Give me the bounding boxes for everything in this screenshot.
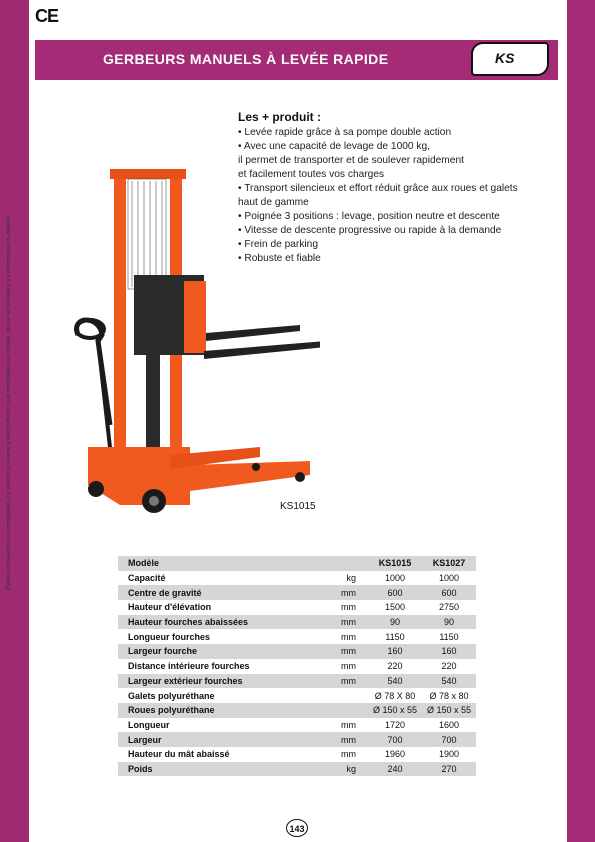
page-title: GERBEURS MANUELS À LEVÉE RAPIDE xyxy=(103,51,389,67)
table-row xyxy=(118,585,476,600)
row-unit: mm xyxy=(341,675,356,686)
row-label: Roues polyuréthane xyxy=(128,705,215,716)
row-label: Centre de gravité xyxy=(128,587,202,598)
features-heading: Les + produit : xyxy=(238,110,322,124)
header-cell: Modèle xyxy=(128,558,160,569)
row-label: Longueur fourches xyxy=(128,631,211,642)
ce-mark: CE xyxy=(35,6,59,26)
feature-item: • Transport silencieux et effort réduit grâce aux roues et galets xyxy=(238,183,518,194)
feature-item: • Levée rapide grâce à sa pompe double action xyxy=(238,127,452,138)
row-value: 240 xyxy=(387,763,403,774)
feature-item: • Avec une capacité de levage de 1000 kg, xyxy=(238,141,430,152)
table-row xyxy=(118,747,476,762)
table-row xyxy=(118,600,476,615)
row-value: 1900 xyxy=(438,749,460,760)
row-value: 1500 xyxy=(384,602,406,613)
row-value: 90 xyxy=(443,617,454,628)
row-value: 90 xyxy=(389,617,400,628)
row-value: 700 xyxy=(387,734,403,745)
table-row xyxy=(118,674,476,689)
row-label: Hauteur du mât abaissé xyxy=(128,749,230,760)
table-row xyxy=(118,644,476,659)
row-value: Ø 78 X 80 xyxy=(374,690,416,701)
left-margin-band xyxy=(0,0,29,842)
row-unit: mm xyxy=(341,646,356,657)
row-value: 540 xyxy=(387,675,403,686)
row-label: Galets polyuréthane xyxy=(128,690,215,701)
feature-item: • Poignée 3 positions : levage, position neutre et descente xyxy=(238,211,500,222)
header-cell xyxy=(312,556,368,571)
row-label: Longueur xyxy=(128,719,170,730)
feature-item: haut de gamme xyxy=(238,197,309,208)
feature-item: et facilement toutes vos charges xyxy=(238,169,385,180)
row-value: 160 xyxy=(387,646,403,657)
row-value: 1000 xyxy=(438,573,460,584)
row-unit: mm xyxy=(341,602,356,613)
feature-item: • Robuste et fiable xyxy=(238,253,321,264)
row-value: Ø 78 x 80 xyxy=(429,690,469,701)
table-row xyxy=(118,732,476,747)
row-label: Distance intérieure fourches xyxy=(128,661,250,672)
row-label: Hauteur d'élévation xyxy=(128,602,212,613)
stacker-illustration xyxy=(60,165,320,525)
feature-item: • Vitesse de descente progressive ou rapide à la demande xyxy=(238,225,502,236)
row-value: 540 xyxy=(441,675,457,686)
row-unit xyxy=(312,703,368,718)
row-unit: mm xyxy=(341,749,356,760)
row-value: 160 xyxy=(441,646,457,657)
table-row xyxy=(118,703,476,718)
row-label: Hauteur fourches abaissées xyxy=(128,617,249,628)
row-value: Ø 150 x 55 xyxy=(372,705,418,716)
feature-item: • Frein de parking xyxy=(238,239,319,250)
row-value: 700 xyxy=(441,734,457,745)
table-row xyxy=(118,659,476,674)
row-value: 600 xyxy=(387,587,403,598)
table-row xyxy=(118,762,476,777)
row-label: Capacité xyxy=(128,573,166,584)
row-unit: mm xyxy=(341,631,356,642)
header-cell: KS1027 xyxy=(432,558,466,569)
row-label: Largeur extérieur fourches xyxy=(128,675,243,686)
row-value: 2750 xyxy=(438,602,460,613)
header-cell: KS1015 xyxy=(378,558,412,569)
title-band xyxy=(35,40,558,80)
feature-item: il permet de transporter et de soulever rapidement xyxy=(238,155,464,166)
table-row xyxy=(118,629,476,644)
row-unit: mm xyxy=(341,719,356,730)
row-label: Largeur fourche xyxy=(128,646,198,657)
table-row xyxy=(118,571,476,586)
table-row xyxy=(118,615,476,630)
row-value: 1600 xyxy=(438,719,460,730)
ks-badge-label: KS xyxy=(495,50,515,66)
row-unit: mm xyxy=(341,617,356,628)
product-caption: KS1015 xyxy=(280,501,316,512)
row-label: Poids xyxy=(128,763,153,774)
page-number: 143 xyxy=(286,819,308,837)
row-value: 1000 xyxy=(384,573,406,584)
table-row xyxy=(118,718,476,733)
table-header-row xyxy=(118,556,476,571)
row-unit: kg xyxy=(346,573,356,584)
row-value: 1150 xyxy=(439,631,459,642)
row-value: 270 xyxy=(441,763,457,774)
row-label: Largeur xyxy=(128,734,162,745)
row-unit: mm xyxy=(341,587,356,598)
ks-badge xyxy=(471,42,549,76)
side-disclaimer: Photos et dimensions non contractuelles. Le fabricant se réserve le droit d'effectuer toute modification sans préavis, dans le but d'améliorer les performances du matériel. xyxy=(6,215,12,590)
spec-table xyxy=(118,556,476,776)
row-value: 220 xyxy=(441,661,457,672)
row-value: 220 xyxy=(387,661,403,672)
row-unit: mm xyxy=(341,734,356,745)
right-margin-band xyxy=(567,0,595,842)
row-value: 1720 xyxy=(384,719,406,730)
row-unit: kg xyxy=(346,763,356,774)
row-value: Ø 150 x 55 xyxy=(426,705,472,716)
row-unit: mm xyxy=(341,661,356,672)
table-row xyxy=(118,688,476,703)
row-unit xyxy=(312,688,368,703)
row-value: 1960 xyxy=(384,749,406,760)
row-value: 1150 xyxy=(385,631,405,642)
row-value: 600 xyxy=(441,587,457,598)
